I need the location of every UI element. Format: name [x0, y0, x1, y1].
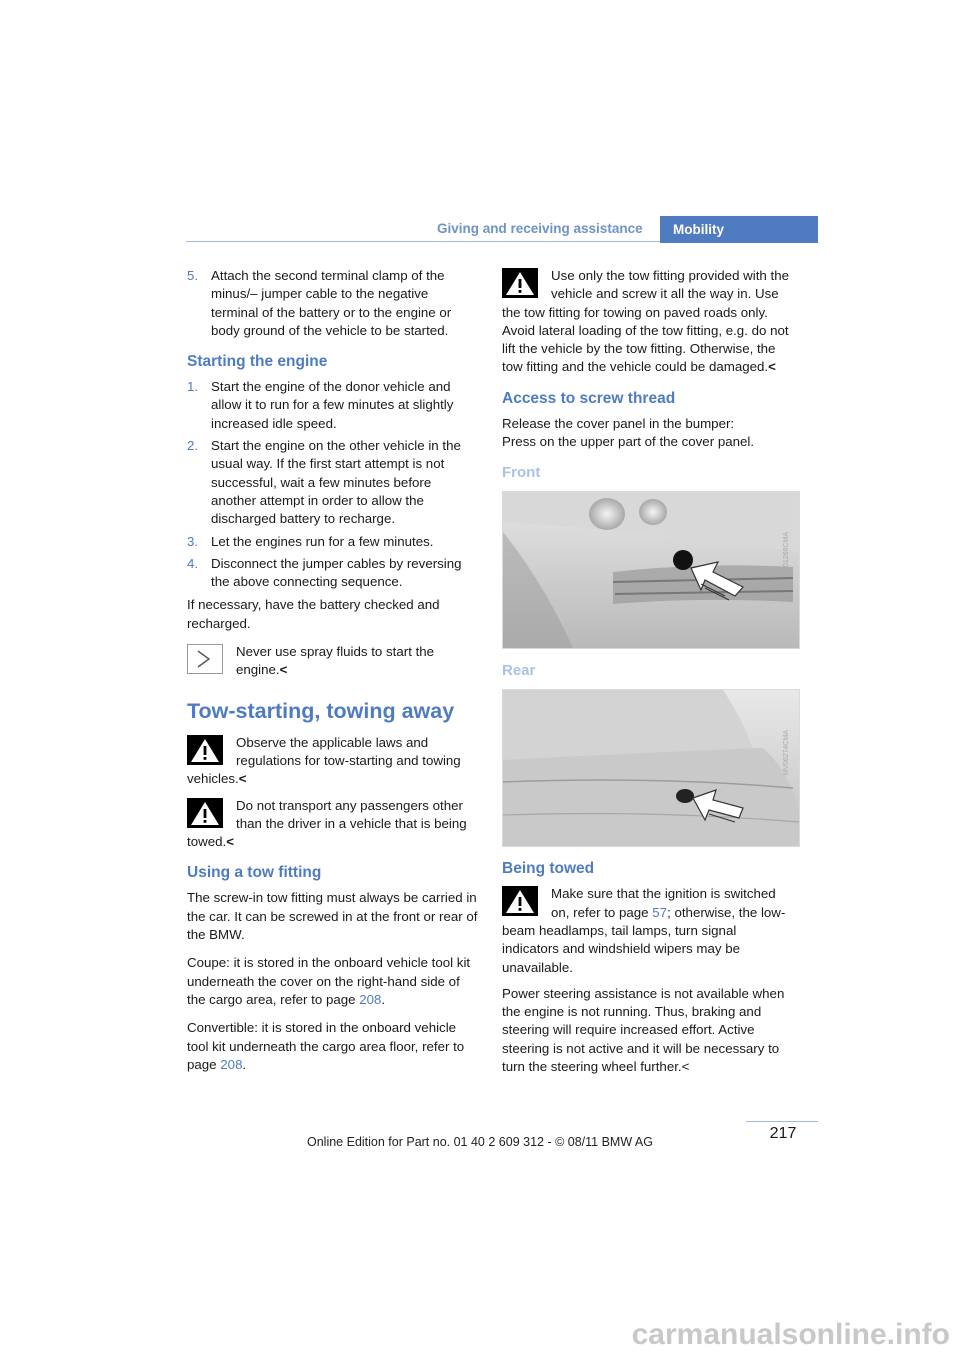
warning-triangle-icon: [502, 268, 538, 298]
step-number: 3.: [187, 533, 199, 549]
warning-passengers: [187, 797, 479, 852]
front-bumper-image: [503, 492, 799, 648]
rear-bumper-image: [503, 690, 799, 846]
step-number: 2.: [187, 438, 199, 454]
end-mark: <: [279, 662, 288, 678]
paragraph-text: Convertible: it is stored in the onboard vehicle tool kit underneath the cargo area floor, refer to page: [187, 1020, 465, 1072]
warning-triangle-icon: [187, 798, 223, 828]
paragraph-tow-fitting-1: The screw-in tow fitting must always be carried in the car. It can be screwed in at the front or rear of the BMW.: [187, 890, 478, 943]
paragraph-text: Coupe: it is stored in the onboard vehicle tool kit underneath the cover on the right-hand side of the cargo area, refer to page: [187, 955, 471, 1007]
access-paragraph: [502, 415, 796, 452]
footer-rule: [746, 1121, 818, 1122]
paragraph-text: Press on the upper part of the cover panel.: [502, 434, 755, 450]
warning-text: Use only the tow fitting provided with the vehicle and screw it all the way in. Use the tow fitting for towing on paved roads only. Avoid lateral loading of the tow fitting, e.g. do not lift the vehicle by the tow fitting. Otherwise, the tow fitting and the vehicle could be damaged.: [502, 268, 789, 375]
warning-tow-fitting: [502, 267, 796, 377]
left-column: [187, 267, 479, 1084]
paragraph-text: .: [242, 1056, 247, 1072]
step-text: Start the engine on the other vehicle in the usual way. If the first start attempt is not successful, wait a few minutes before another attempt in order to allow the discharged battery to recharge.: [211, 438, 461, 527]
end-mark: <: [238, 771, 247, 787]
warning-text: ; otherwise, the low-beam headlamps, tail lamps, turn signal indicators and windshield wipers may be unavailable.: [502, 904, 786, 975]
watermark: carmanualsonline.info: [631, 1318, 950, 1351]
note-spray-fluids: [187, 643, 479, 680]
step-text: Attach the second terminal clamp of the minus/– jumper cable to the negative terminal of the battery or to the engine or body ground of the vehicle to be started.: [211, 268, 452, 338]
heading-front: Front: [502, 464, 541, 482]
paragraph-if-necessary: If necessary, have the battery checked and recharged.: [187, 597, 440, 631]
page-link[interactable]: 57: [652, 904, 668, 920]
paragraph-power-steering: [502, 985, 796, 1076]
step-number: 5.: [187, 268, 199, 283]
image-code: MV06274CMA: [782, 730, 790, 776]
step-list-starting: [187, 378, 479, 591]
header-rule: [186, 241, 660, 242]
paragraph-coupe: [187, 954, 479, 1009]
end-mark: <: [768, 359, 776, 375]
step-number: 1.: [187, 379, 199, 395]
warning-text: Make sure that the ignition is switched on, refer to page: [551, 886, 776, 920]
heading-being-towed: Being towed: [502, 860, 595, 878]
rear-bumper-illustration: [502, 689, 800, 847]
page-number: 217: [769, 1125, 797, 1142]
paragraph-convertible: [187, 1019, 479, 1074]
image-code: MV01266CMA: [782, 532, 790, 578]
end-mark: <: [681, 1059, 690, 1075]
heading-tow-fitting: Using a tow fitting: [187, 864, 322, 882]
step-text: Let the engines run for a few minutes.: [211, 533, 434, 549]
heading-access-screw-thread: Access to screw thread: [502, 389, 676, 407]
list-item: [187, 533, 479, 551]
paragraph-text: Power steering assistance is not available when the engine is not running. Thus, braking and steering will require increased effort. Active steering is not active and it will be necessary to turn the steering wheel further.: [502, 985, 785, 1075]
list-item: [187, 378, 479, 433]
warning-laws: [187, 734, 479, 789]
page-link[interactable]: 208: [220, 1056, 243, 1072]
heading-starting-engine: Starting the engine: [187, 353, 328, 371]
front-bumper-illustration: [502, 491, 800, 649]
warning-triangle-icon: [187, 735, 223, 765]
paragraph-text: Release the cover panel in the bumper:: [502, 415, 735, 431]
edition-footer: Online Edition for Part no. 01 40 2 609 312 - © 08/11 BMW AG: [307, 1135, 653, 1149]
heading-rear: Rear: [502, 662, 536, 680]
section-title: Giving and receiving assistance: [437, 221, 643, 236]
heading-tow-starting: Tow-starting, towing away: [187, 698, 455, 723]
warning-text: Do not transport any passengers other than the driver in a vehicle that is being towed.: [187, 797, 467, 850]
list-item: [187, 267, 479, 340]
step-text: Disconnect the jumper cables by reversing the above connecting sequence.: [211, 555, 462, 590]
warning-ignition: [502, 885, 796, 976]
chapter-tab: Mobility: [660, 216, 818, 243]
end-mark: <: [226, 834, 234, 850]
paragraph-text: .: [381, 991, 386, 1007]
warning-triangle-icon: [502, 886, 538, 916]
step-number: 4.: [187, 555, 199, 571]
step-list-connect: [187, 267, 479, 340]
list-item: [187, 437, 479, 528]
list-item: [187, 555, 479, 592]
page-link[interactable]: 208: [359, 991, 382, 1007]
warning-text: Observe the applicable laws and regulations for tow-starting and towing vehicles.: [187, 734, 461, 787]
note-arrow-icon: [187, 644, 223, 674]
right-column: [502, 267, 796, 1086]
note-text: Never use spray fluids to start the engine.: [236, 644, 435, 678]
step-text: Start the engine of the donor vehicle and allow it to run for a few minutes at slightly increased idle speed.: [211, 379, 454, 431]
